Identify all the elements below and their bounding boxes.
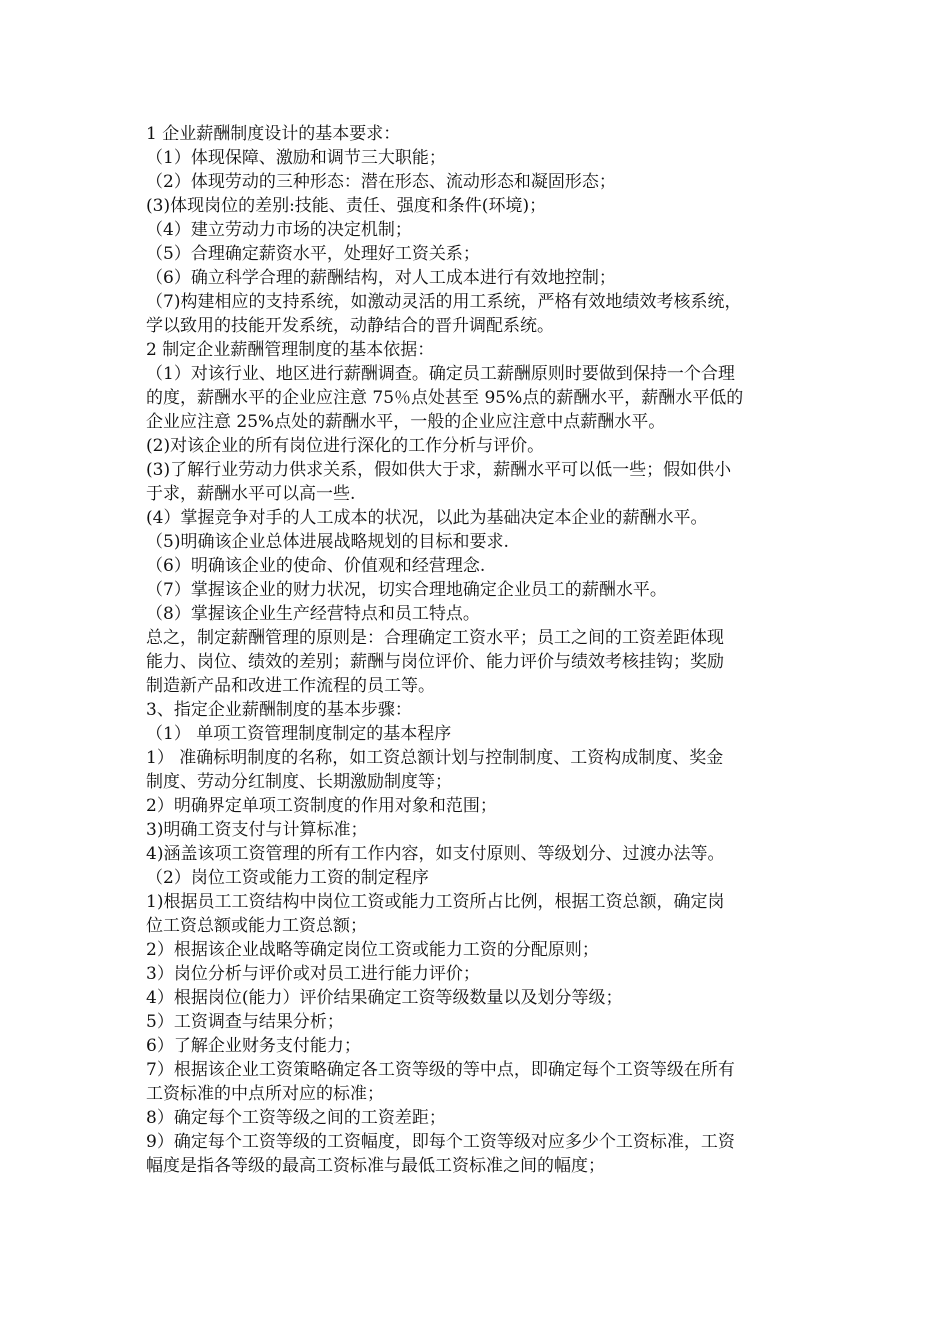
text-line: 企业应注意 25%点处的薪酬水平，一般的企业应注意中点薪酬水平。 bbox=[146, 412, 666, 432]
text-line: （2）岗位工资或能力工资的制定程序 bbox=[146, 868, 429, 888]
text-line: 学以致用的技能开发系统，动静结合的晋升调配系统。 bbox=[146, 316, 554, 336]
text-line: 能力、岗位、绩效的差别；薪酬与岗位评价、能力评价与绩效考核挂钩；奖励 bbox=[146, 652, 724, 672]
text-line: 1 企业薪酬制度设计的基本要求： bbox=[146, 124, 401, 144]
text-line: （6）确立科学合理的薪酬结构，对人工成本进行有效地控制； bbox=[146, 268, 616, 288]
text-line: 工资标准的中点所对应的标准； bbox=[146, 1084, 384, 1104]
document-body bbox=[146, 122, 836, 1178]
text-line: 8）确定每个工资等级之间的工资差距； bbox=[146, 1108, 446, 1128]
text-line: （7）掌握该企业的财力状况，切实合理地确定企业员工的薪酬水平。 bbox=[146, 580, 667, 600]
text-line: 2）根据该企业战略等确定岗位工资或能力工资的分配原则； bbox=[146, 940, 599, 960]
text-line: 9）确定每个工资等级的工资幅度，即每个工资等级对应多少个工资标准，工资 bbox=[146, 1132, 735, 1152]
text-line: （2）体现劳动的三种形态：潜在形态、流动形态和凝固形态； bbox=[146, 172, 616, 192]
text-line: (4）掌握竞争对手的人工成本的状况，以此为基础决定本企业的薪酬水平。 bbox=[146, 508, 708, 528]
text-line: （1） 单项工资管理制度制定的基本程序 bbox=[146, 724, 452, 744]
text-line: （1）对该行业、地区进行薪酬调查。确定员工薪酬原则时要做到保持一个合理 bbox=[146, 364, 735, 384]
text-line: 总之，制定薪酬管理的原则是：合理确定工资水平；员工之间的工资差距体现 bbox=[146, 628, 724, 648]
text-line: (2)对该企业的所有岗位进行深化的工作分析与评价。 bbox=[146, 436, 545, 456]
text-line: 制度、劳动分红制度、长期激励制度等； bbox=[146, 772, 452, 792]
text-line: 3)明确工资支付与计算标准； bbox=[146, 820, 368, 840]
text-line: 6）了解企业财务支付能力； bbox=[146, 1036, 361, 1056]
text-line: 2）明确界定单项工资制度的作用对象和范围； bbox=[146, 796, 497, 816]
text-line: (3)了解行业劳动力供求关系，假如供大于求，薪酬水平可以低一些；假如供小 bbox=[146, 460, 732, 480]
text-line: 4)涵盖该项工资管理的所有工作内容，如支付原则、等级划分、过渡办法等。 bbox=[146, 844, 725, 864]
text-line: （5)明确该企业总体进展战略规划的目标和要求. bbox=[146, 532, 509, 552]
text-line: 7）根据该企业工资策略确定各工资等级的等中点，即确定每个工资等级在所有 bbox=[146, 1060, 735, 1080]
text-line: 1)根据员工工资结构中岗位工资或能力工资所占比例，根据工资总额，确定岗 bbox=[146, 892, 725, 912]
text-line: （7)构建相应的支持系统，如激动灵活的用工系统，严格有效地绩效考核系统， bbox=[146, 292, 742, 312]
text-line: （8）掌握该企业生产经营特点和员工特点。 bbox=[146, 604, 480, 624]
text-line: （5）合理确定薪资水平，处理好工资关系； bbox=[146, 244, 480, 264]
text-line: 5）工资调查与结果分析； bbox=[146, 1012, 344, 1032]
text-line: 1） 准确标明制度的名称，如工资总额计划与控制制度、工资构成制度、奖金 bbox=[146, 748, 724, 768]
text-line: 的度，薪酬水平的企业应注意 75％点处甚至 95%点的薪酬水平，薪酬水平低的 bbox=[146, 388, 744, 408]
text-line: 2 制定企业薪酬管理制度的基本依据： bbox=[146, 340, 435, 360]
text-line: 幅度是指各等级的最高工资标准与最低工资标准之间的幅度； bbox=[146, 1156, 605, 1176]
text-line: （6）明确该企业的使命、价值观和经营理念. bbox=[146, 556, 486, 576]
text-line: 制造新产品和改进工作流程的员工等。 bbox=[146, 676, 435, 696]
text-line: 于求，薪酬水平可以高一些. bbox=[146, 484, 356, 504]
text-line: 4）根据岗位(能力）评价结果确定工资等级数量以及划分等级； bbox=[146, 988, 623, 1008]
text-line: 3、指定企业薪酬制度的基本步骤： bbox=[146, 700, 412, 720]
text-line: (3)体现岗位的差别:技能、责任、强度和条件(环境)； bbox=[146, 196, 547, 216]
text-line: （1）体现保障、激励和调节三大职能； bbox=[146, 148, 446, 168]
text-line: （4）建立劳动力市场的决定机制； bbox=[146, 220, 412, 240]
text-line: 位工资总额或能力工资总额； bbox=[146, 916, 367, 936]
text-line: 3）岗位分析与评价或对员工进行能力评价； bbox=[146, 964, 480, 984]
